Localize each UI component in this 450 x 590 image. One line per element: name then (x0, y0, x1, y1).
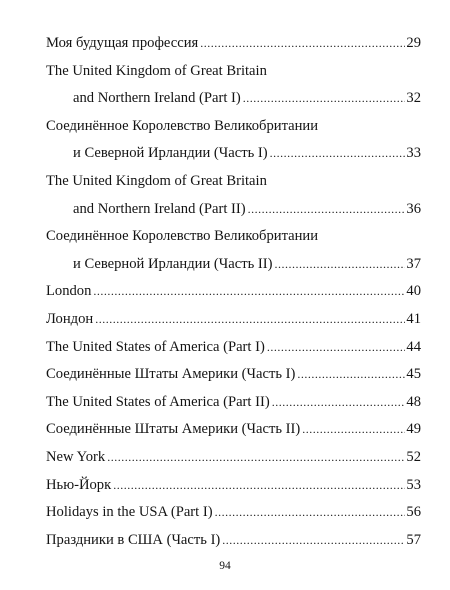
toc-entry-title: The United Kingdom of Great Britain (46, 172, 267, 189)
table-of-contents (46, 30, 421, 554)
toc-entry-title: Праздники в США (Часть I) (46, 531, 221, 548)
toc-entry (46, 444, 421, 472)
toc-entry-title: The United States of America (Part I) (46, 338, 265, 355)
toc-entry (46, 223, 421, 251)
toc-entry-continuation (46, 251, 421, 279)
toc-entry-title: Соединённое Королевство Великобритании (46, 228, 319, 245)
toc-entry-title: Нью-Йорк (46, 476, 112, 493)
toc-entry-title: Соединённые Штаты Америки (Часть I) (46, 366, 296, 383)
toc-entry-page: 33 (406, 145, 421, 162)
toc-entry (46, 389, 421, 417)
page-number: 94 (219, 560, 231, 572)
dot-leader (222, 527, 405, 555)
dot-leader (274, 251, 405, 279)
dot-leader (113, 472, 405, 500)
dot-leader (107, 444, 405, 472)
dot-leader (272, 389, 406, 417)
toc-entry (46, 113, 421, 141)
toc-entry-title: London (46, 283, 92, 300)
toc-entry-page: 40 (406, 283, 421, 300)
toc-entry (46, 527, 421, 555)
dot-leader (215, 499, 406, 527)
dot-leader (248, 196, 406, 224)
toc-entry-title: Holidays in the USA (Part I) (46, 504, 213, 521)
toc-entry-title: Соединённое Королевство Великобритании (46, 117, 319, 134)
toc-entry (46, 499, 421, 527)
toc-entry-title: New York (46, 448, 106, 465)
toc-entry-page: 29 (406, 35, 421, 51)
toc-entry-title: Соединённые Штаты Америки (Часть II) (46, 421, 301, 438)
toc-entry-page: 37 (406, 255, 421, 272)
toc-entry-title: и Северной Ирландии (Часть II) (73, 255, 273, 272)
toc-entry-continuation (46, 196, 421, 224)
toc-entry-title: and Northern Ireland (Part I) (73, 90, 241, 107)
toc-entry (46, 306, 421, 334)
toc-entry-title: and Northern Ireland (Part II) (73, 200, 246, 217)
toc-entry (46, 58, 421, 86)
toc-entry-title: The United Kingdom of Great Britain (46, 62, 267, 79)
toc-entry (46, 472, 421, 500)
toc-entry-title: Лондон (46, 310, 94, 327)
toc-entry (46, 168, 421, 196)
toc-entry-page: 41 (406, 310, 421, 327)
dot-leader (95, 306, 405, 334)
toc-entry-page: 52 (406, 448, 421, 465)
toc-entry-page: 53 (406, 476, 421, 493)
toc-entry-page: 44 (406, 338, 421, 355)
dot-leader (297, 361, 405, 389)
toc-entry-title: и Северной Ирландии (Часть I) (73, 145, 268, 162)
toc-entry-continuation (46, 140, 421, 168)
toc-entry (46, 30, 421, 58)
toc-entry (46, 416, 421, 444)
toc-entry-page: 45 (406, 366, 421, 383)
toc-entry-page: 49 (406, 421, 421, 438)
toc-entry-page: 36 (406, 200, 421, 217)
dot-leader (270, 140, 406, 168)
toc-entry-title: The United States of America (Part II) (46, 393, 270, 410)
toc-entry-page: 56 (406, 504, 421, 521)
toc-entry (46, 361, 421, 389)
toc-entry-page: 32 (406, 90, 421, 107)
toc-entry-continuation (46, 85, 421, 113)
dot-leader (243, 85, 406, 113)
toc-entry (46, 278, 421, 306)
dot-leader (302, 416, 405, 444)
toc-entry-page: 57 (406, 531, 421, 548)
dot-leader (93, 278, 405, 306)
toc-entry-title: Моя будущая профессия (46, 35, 199, 51)
toc-entry-page: 48 (406, 393, 421, 410)
toc-entry (46, 334, 421, 362)
dot-leader (267, 334, 406, 362)
dot-leader (200, 30, 405, 58)
